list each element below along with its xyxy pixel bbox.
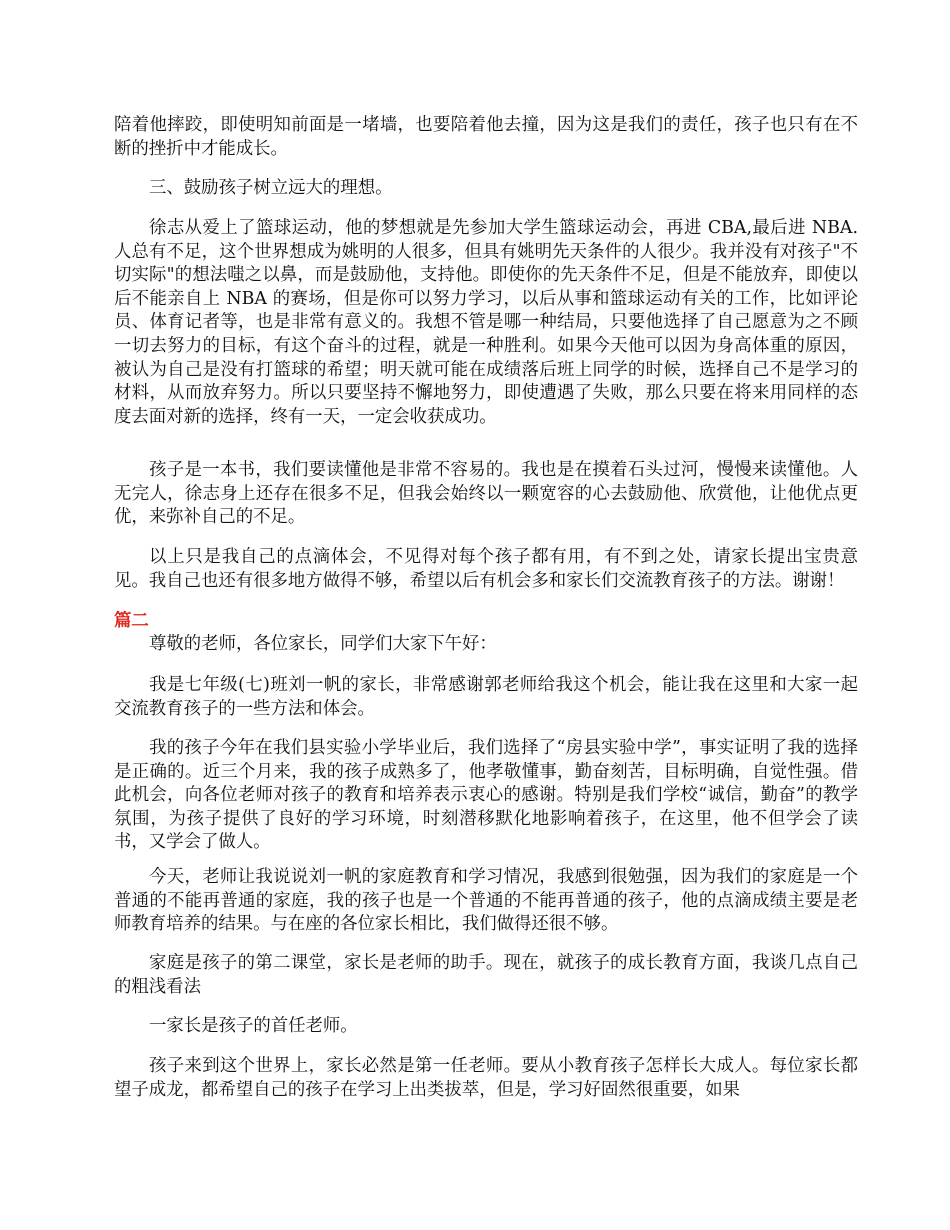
paragraph-school: 我的孩子今年在我们县实验小学毕业后，我们选择了“房县实验中学”，事实证明了我的选择是正确的。近三个月来，我的孩子成熟多了，他孝敬懂事，勤奋刻苦，目标明确，自觉性强。借此机会，向各位老师对孩子的教育和培养表示衷心的感谢。特别是我们学校“诚信，勤奋”的教学氛围，为孩子提供了良好的学习环境，时刻潜移默化地影响着孩子，在这里，他不但学会了读书，又学会了做人。 <box>114 738 858 853</box>
paragraph-dream: 徐志从爱上了篮球运动，他的梦想就是先参加大学生篮球运动会，再进 CBA,最后进 NBA.人总有不足，这个世界想成为姚明的人很多，但具有姚明先天条件的人很少。我并没有对孩子"不切实际"的想法嗤之以鼻，而是鼓励他，支持他。即使你的先天条件不足，但是不能放弃，即使以后不能亲自上 NBA 的赛场，但是你可以努力学习，以后从事和篮球运动有关的工作，比如评论员、体育记者等，也是非常有意义的。我想不管是哪一种结局，只要他选择了自己愿意为之不顾一切去努力的目标，有这个奋斗的过程，就是一种胜利。如果今天他可以因为身高体重的原因，被认为自己是没有打篮球的希望；明天就可能在成绩落后班上同学的时候，选择自己不是学习的材料，从而放弃努力。所以只要坚持不懈地努力，即使遭遇了失败，那么只要在将来用同样的态度去面对新的选择，终有一天，一定会收获成功。 <box>114 218 858 427</box>
paragraph-first-teacher: 孩子来到这个世界上，家长必然是第一任老师。要从小教育孩子怎样长大成人。每位家长都望子成龙，都希望自己的孩子在学习上出类拔萃，但是，学习好固然很重要，如果 <box>114 1056 858 1100</box>
part-two-heading: 篇二 <box>114 611 149 631</box>
paragraph-closing: 以上只是我自己的点滴体会，不见得对每个孩子都有用，有不到之处，请家长提出宝贵意见。我自己也还有很多地方做得不够，希望以后有机会多和家长们交流教育孩子的方法。谢谢！ <box>114 547 858 591</box>
section-heading-3: 三、鼓励孩子树立远大的理想。 <box>149 178 393 198</box>
paragraph-classroom: 家庭是孩子的第二课堂，家长是老师的助手。现在，就孩子的成长教育方面，我谈几点自己的粗浅看法 <box>114 953 858 997</box>
section-heading-first-teacher: 一家长是孩子的首任老师。 <box>149 1016 358 1036</box>
paragraph-intro: 我是七年级(七)班刘一帆的家长，非常感谢郭老师给我这个机会，能让我在这里和大家一起交流教育孩子的一些方法和体会。 <box>114 675 858 719</box>
greeting: 尊敬的老师，各位家长，同学们大家下午好： <box>149 634 497 654</box>
paragraph-book: 孩子是一本书，我们要读懂他是非常不容易的。我也是在摸着石头过河，慢慢来读懂他。人无完人，徐志身上还存在很多不足，但我会始终以一颗宽容的心去鼓励他、欣赏他，让他优点更优，来弥补自己的不足。 <box>114 460 858 528</box>
paragraph-family: 今天，老师让我说说刘一帆的家庭教育和学习情况，我感到很勉强，因为我们的家庭是一个普通的不能再普通的家庭，我的孩子也是一个普通的不能再普通的孩子，他的点滴成绩主要是老师教育培养的结果。与在座的各位家长相比，我们做得还很不够。 <box>114 867 858 935</box>
paragraph-1: 陪着他摔跤，即使明知前面是一堵墙，也要陪着他去撞，因为这是我们的责任，孩子也只有在不断的挫折中才能成长。 <box>114 115 858 159</box>
